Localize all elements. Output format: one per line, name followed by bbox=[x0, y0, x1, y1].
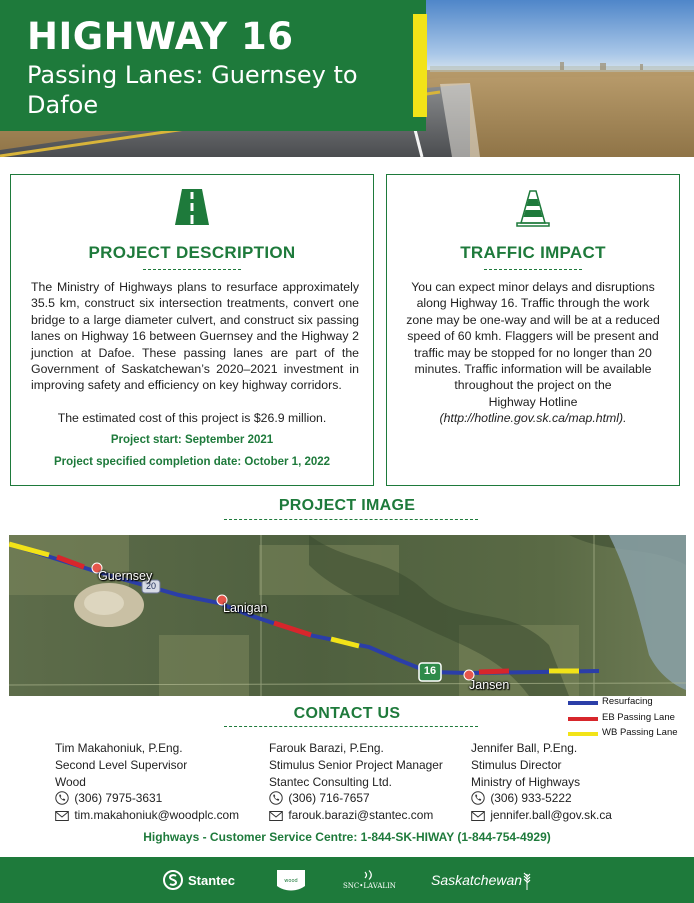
contact-email-row bbox=[55, 807, 239, 824]
header-banner bbox=[0, 0, 694, 157]
contact-email-row bbox=[269, 807, 443, 824]
map-image bbox=[9, 535, 686, 696]
contact-title: Second Level Supervisor bbox=[55, 757, 188, 772]
svg-text:wood: wood bbox=[284, 878, 298, 884]
snc-lavalin-logo-text: SNC•LAVALIN bbox=[343, 882, 396, 890]
contact-phone-row bbox=[269, 790, 443, 807]
contact-name: Farouk Barazi, P.Eng. bbox=[269, 741, 384, 755]
project-image-heading: PROJECT IMAGE bbox=[278, 497, 416, 514]
contact-organization: Stantec Consulting Ltd. bbox=[269, 774, 392, 789]
contact-name: Jennifer Ball, P.Eng. bbox=[471, 741, 578, 755]
legend-label: Resurfacing bbox=[602, 696, 653, 707]
town-label-jansen: Jansen bbox=[469, 678, 510, 692]
email-icon bbox=[471, 810, 485, 822]
contact-phone[interactable]: (306) 7975-3631 bbox=[74, 791, 163, 806]
town-label-lanigan: Lanigan bbox=[223, 601, 268, 615]
contact-organization: Wood bbox=[55, 774, 86, 789]
signal-waves-icon bbox=[361, 870, 377, 880]
contact-phone-row bbox=[55, 790, 239, 807]
contact-name: Tim Makahoniuk, P.Eng. bbox=[55, 741, 183, 755]
project-map bbox=[9, 535, 686, 696]
heading-divider bbox=[484, 269, 582, 270]
saskatchewan-logo-text: Saskatchewan bbox=[431, 872, 523, 888]
contact-organization: Ministry of Highways bbox=[471, 774, 581, 789]
snc-lavalin-logo bbox=[343, 857, 396, 903]
contact-email[interactable]: farouk.barazi@stantec.com bbox=[288, 808, 434, 823]
customer-service-line: Highways - Customer Service Centre: 1-844-SK-HIWAY (1-844-754-4929) bbox=[143, 830, 551, 844]
accent-bar bbox=[413, 14, 427, 117]
wood-logo-icon bbox=[275, 868, 307, 892]
project-completion-date: Project specified completion date: October 1, 2022 bbox=[53, 456, 331, 468]
hotline-link[interactable]: (http://hotline.gov.sk.ca/map.html). bbox=[439, 411, 627, 426]
highway-shield-20: 20 bbox=[145, 581, 156, 591]
wood-logo bbox=[275, 857, 307, 903]
footer-bar bbox=[0, 857, 694, 903]
legend-swatch bbox=[568, 732, 598, 736]
contact-card bbox=[269, 740, 443, 824]
email-icon bbox=[269, 810, 283, 822]
project-description-box bbox=[10, 174, 374, 486]
traffic-impact-box bbox=[386, 174, 680, 486]
stantec-logo bbox=[163, 857, 235, 903]
traffic-cone-icon bbox=[516, 189, 550, 229]
section-divider bbox=[224, 726, 478, 727]
contact-title: Stimulus Director bbox=[471, 757, 562, 772]
traffic-impact-heading: TRAFFIC IMPACT bbox=[460, 243, 606, 262]
traffic-impact-body: You can expect minor delays and disruptions along Highway 16. Traffic through the work zone may be one‑way and will be at a reduced speed of 60 kmh. Flaggers will be present and traffic may be stopped for no longer than 20 minutes. Traffic information will be available throughout the project on the bbox=[406, 280, 660, 393]
road-icon bbox=[175, 189, 209, 225]
contact-card bbox=[471, 740, 612, 824]
project-description-heading: PROJECT DESCRIPTION bbox=[88, 243, 296, 262]
phone-icon bbox=[269, 791, 283, 805]
contact-us-heading: CONTACT US bbox=[293, 705, 401, 722]
section-divider bbox=[224, 519, 478, 520]
contact-phone[interactable]: (306) 716-7657 bbox=[288, 791, 370, 806]
wheat-icon bbox=[522, 870, 532, 890]
traffic-impact-text bbox=[405, 279, 661, 427]
highway-shield-16: 16 bbox=[423, 665, 437, 677]
town-label-guernsey: Guernsey bbox=[98, 569, 153, 583]
saskatchewan-logo bbox=[431, 857, 532, 903]
heading-divider bbox=[143, 269, 241, 270]
page-title: HIGHWAY 16 bbox=[27, 15, 294, 58]
phone-icon bbox=[471, 791, 485, 805]
stantec-mark-icon bbox=[163, 870, 183, 890]
contact-email[interactable]: jennifer.ball@gov.sk.ca bbox=[490, 808, 612, 823]
legend-label: WB Passing Lane bbox=[602, 727, 678, 738]
contact-phone[interactable]: (306) 933-5222 bbox=[490, 791, 572, 806]
contact-card bbox=[55, 740, 239, 824]
page-subtitle: Passing Lanes: Guernsey to Dafoe bbox=[27, 61, 358, 119]
project-description-text: The Ministry of Highways plans to resurface approximately 35.5 km, construct six intersection treatments, convert one bridge to a large diameter culvert, and construct six passing lanes on Highway 16 between Guernsey and the Highway 2 junction at Dafoe. These passing lanes are part of the Government of Saskatchewan’s 2020–2021 investment in improving safety and efficiency on key highway corridors. bbox=[31, 280, 359, 393]
email-icon bbox=[55, 810, 69, 822]
legend-label: EB Passing Lane bbox=[602, 711, 675, 723]
contact-title: Stimulus Senior Project Manager bbox=[269, 757, 443, 772]
phone-icon bbox=[55, 791, 69, 805]
contact-email-row bbox=[471, 807, 612, 824]
hotline-label: Highway Hotline bbox=[488, 394, 578, 409]
contact-phone-row bbox=[471, 790, 612, 807]
project-cost: The estimated cost of this project is $26.9 million. bbox=[57, 411, 327, 425]
project-start: Project start: September 2021 bbox=[110, 434, 274, 446]
contact-email[interactable]: tim.makahoniuk@woodplc.com bbox=[74, 808, 240, 823]
stantec-logo-text: Stantec bbox=[188, 872, 235, 888]
